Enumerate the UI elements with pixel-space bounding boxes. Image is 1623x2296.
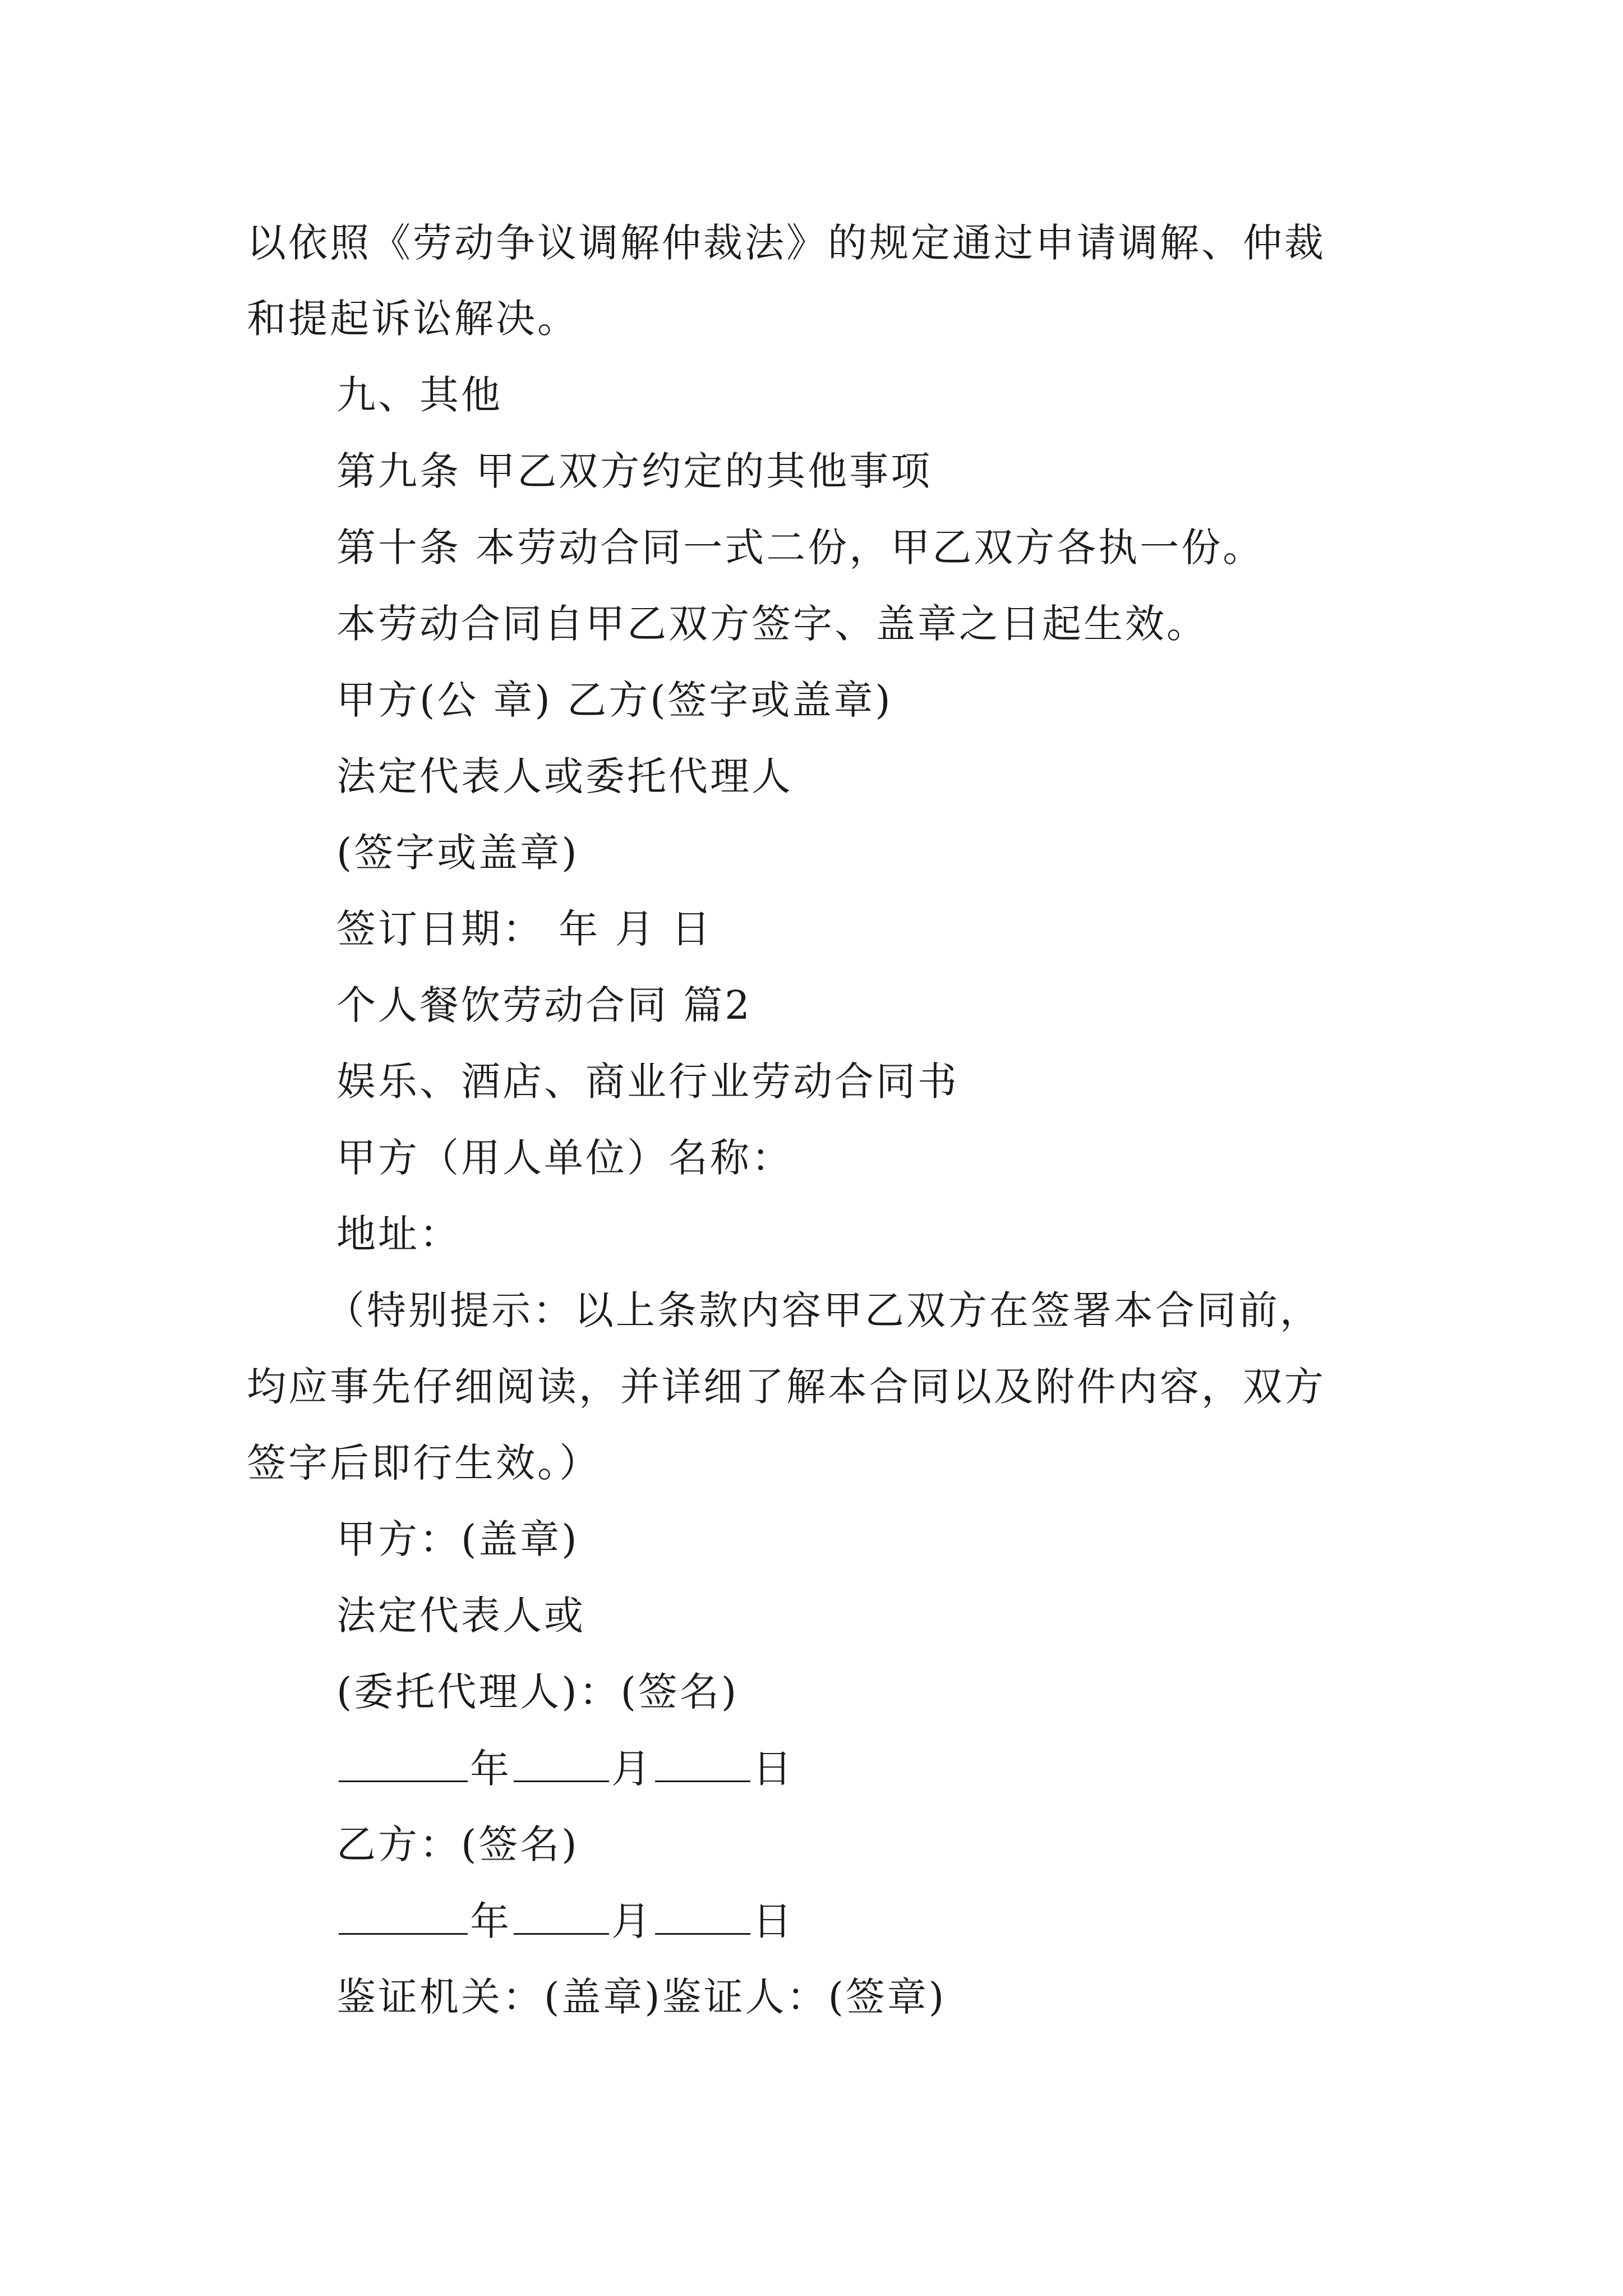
text-line: 本劳动合同自甲乙双方签字、盖章之日起生效。 [336,601,1208,647]
month-label: 月 [611,1746,653,1792]
signature-line: (委托代理人)：(签名) [336,1669,739,1715]
text-line: 以依照《劳动争议调解仲裁法》的规定通过申请调解、仲裁 [247,220,1326,266]
month-blank [514,1741,609,1782]
text-line: 和提起诉讼解决。 [247,296,579,342]
notice-line: 均应事先仔细阅读，并详细了解本合同以及附件内容，双方 [247,1364,1326,1410]
clause-line: 第九条 甲乙双方约定的其他事项 [336,448,933,494]
year-label: 年 [470,1898,511,1944]
day-label: 日 [753,1898,794,1944]
notice-line: （特别提示：以上条款内容甲乙双方在签署本合同前， [325,1287,1321,1333]
clause-line: 第十条 本劳动合同一式二份，甲乙双方各执一份。 [336,524,1265,570]
date-blank-line [336,1894,794,1948]
day-label: 日 [753,1746,794,1792]
field-line: 地址： [336,1211,461,1257]
signature-line: 甲方：(盖章) [336,1516,579,1562]
month-blank [514,1894,609,1935]
year-blank [339,1894,468,1935]
field-line: 甲方（用人单位）名称： [336,1135,793,1181]
day-blank [655,1894,750,1935]
signing-date-line: 签订日期： 年 月 日 [336,906,713,952]
document-subtitle: 娱乐、酒店、商业行业劳动合同书 [336,1059,959,1105]
date-blank-line [336,1741,794,1796]
day-blank [655,1741,750,1782]
year-blank [339,1741,468,1782]
document-title: 个人餐饮劳动合同 篇2 [336,982,752,1028]
month-label: 月 [611,1898,653,1944]
year-label: 年 [470,1746,511,1792]
section-heading: 九、其他 [336,372,502,418]
verification-line: 鉴证机关：(盖章)鉴证人：(签章) [336,1974,947,2020]
signature-line: 甲方(公 章) 乙方(签字或盖章) [336,677,893,723]
notice-line: 签字后即行生效。） [247,1440,601,1486]
signature-line: 法定代表人或 [336,1593,585,1639]
signature-line: 法定代表人或委托代理人 [336,753,793,799]
signature-line: (签字或盖章) [336,830,579,876]
signature-line: 乙方：(签名) [336,1821,579,1867]
